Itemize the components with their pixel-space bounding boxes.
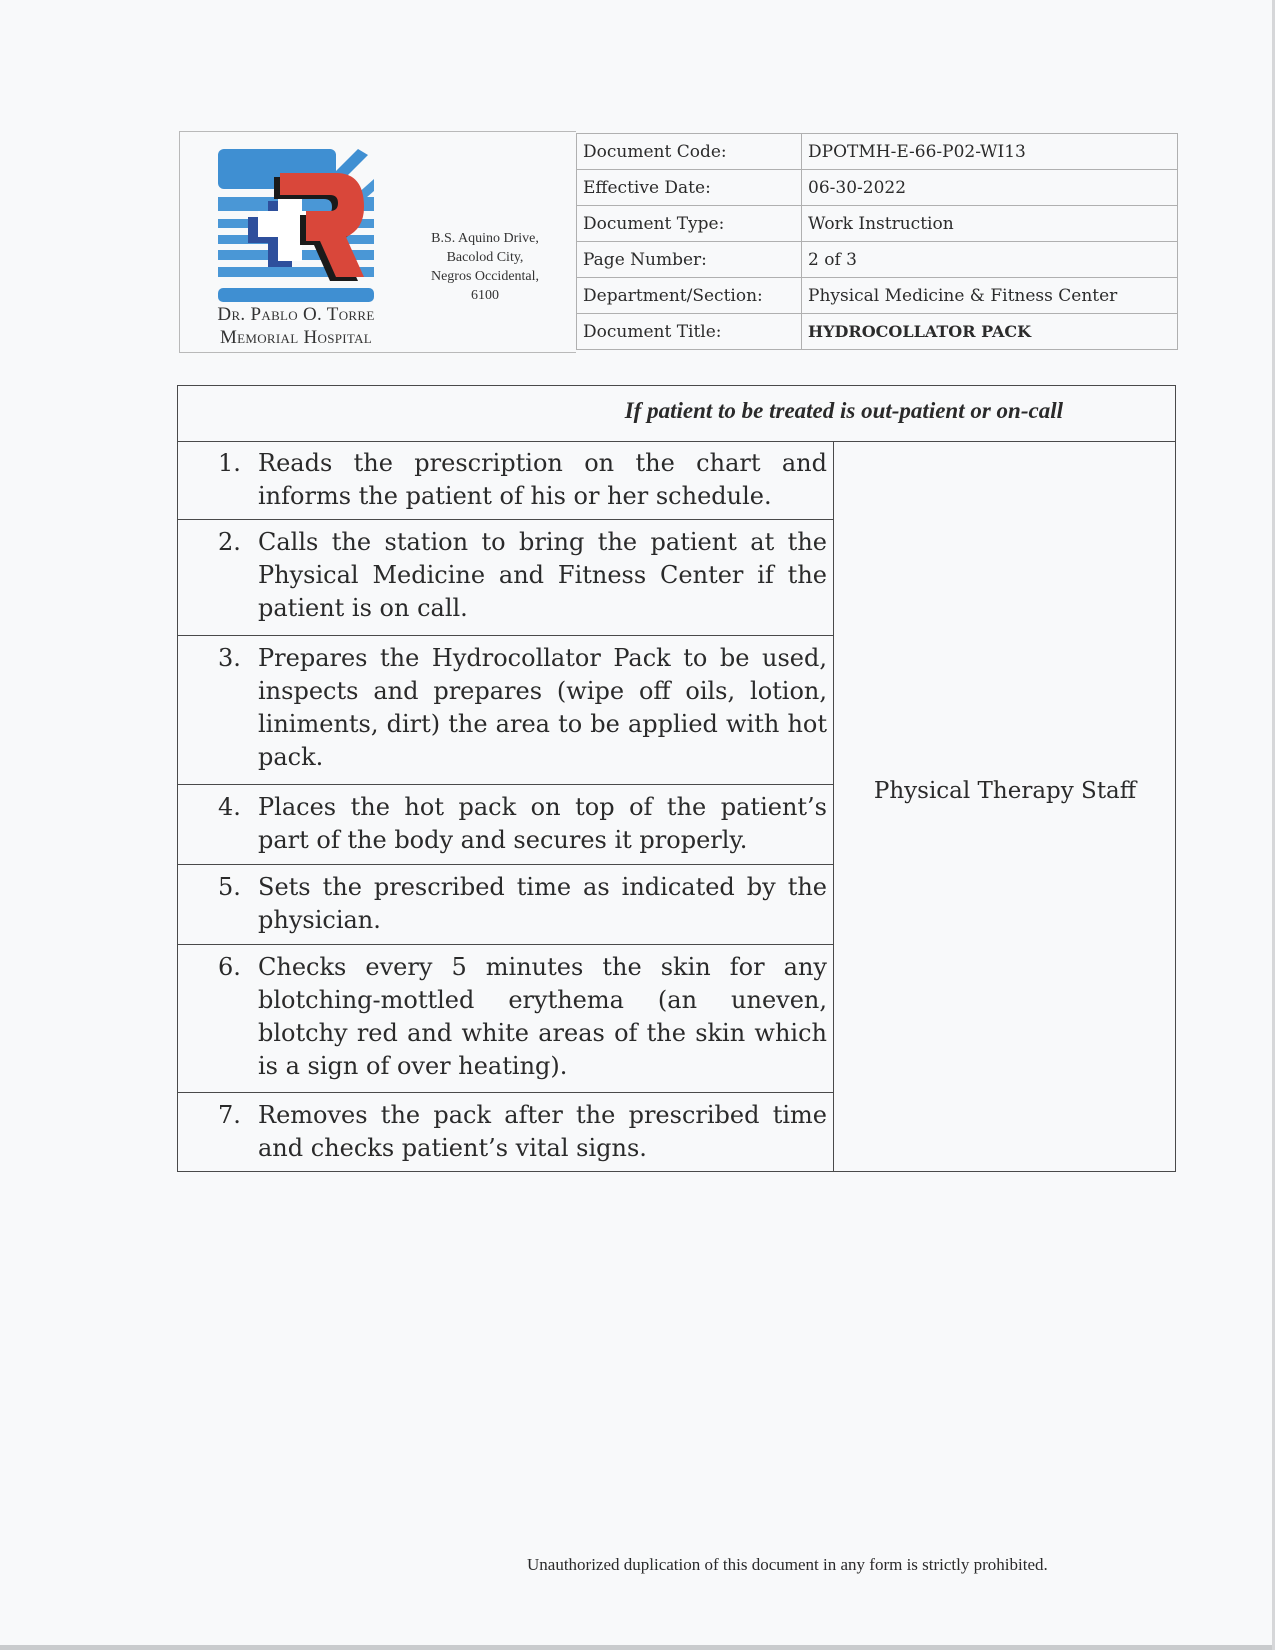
procedure-step [178,520,833,636]
procedure-step [178,865,833,945]
meta-row-department [577,278,1178,314]
step-number: 4. [218,793,241,821]
procedure-heading: If patient to be treated is out-patient or on-call [624,398,1063,423]
procedure-step [178,636,833,785]
meta-row-document-title [577,314,1178,350]
step-text: Removes the pack after the prescribed time and checks patient’s vital signs. [258,1101,827,1162]
hospital-name-line2: Memorial Hospital [219,327,373,348]
procedure-table [177,385,1176,1172]
responsible-person [835,441,1175,1171]
step-text: Checks every 5 minutes the skin for any blotching-mottled erythema (an uneven, blotchy red and white areas of the skin which is a sign of over heating). [258,953,827,1080]
document-metadata-table [576,133,1178,350]
footer-notice: Unauthorized duplication of this document in any form is strictly prohibited. [527,1555,1048,1574]
step-number: 5. [218,873,241,901]
address-line: Negros Occidental, [430,269,540,284]
meta-value: Physical Medicine & Fitness Center [802,278,1178,314]
responsible-person-text: Physical Therapy Staff [873,778,1137,804]
step-number: 7. [218,1101,241,1129]
hospital-address [402,229,568,305]
procedure-steps [178,441,833,1173]
step-text: Places the hot pack on top of the patient’s part of the body and secures it properly. [258,793,827,854]
procedure-step [178,785,833,865]
address-line: B.S. Aquino Drive, [431,231,539,246]
meta-label: Document Title: [577,314,802,350]
meta-label: Page Number: [577,242,802,278]
meta-label: Document Code: [577,134,802,170]
procedure-step [178,1093,833,1173]
step-number: 6. [218,953,241,981]
procedure-step [178,441,833,520]
address-line: 6100 [471,288,499,303]
meta-row-document-type [577,206,1178,242]
scan-edge [0,1645,1275,1650]
hospital-name [180,303,412,349]
meta-value: DPOTMH-E-66-P02-WI13 [802,134,1178,170]
hospital-name-line1: Dr. Pablo O. Torre [217,304,375,325]
step-text: Sets the prescribed time as indicated by the physician. [258,873,827,934]
hospital-block [179,131,576,353]
step-text: Calls the station to bring the patient at the Physical Medicine and Fitness Center if the patient is on call. [258,528,827,622]
address-line: Bacolod City, [446,250,524,265]
column-divider [833,441,834,1171]
step-text: Reads the prescription on the chart and informs the patient of his or her schedule. [258,449,827,510]
step-text: Prepares the Hydrocollator Pack to be used, inspects and prepares (wipe off oils, lotion, liniments, dirt) the area to be applied with hot pack. [258,644,827,771]
procedure-heading-row [178,386,1175,442]
step-number: 1. [218,449,241,477]
meta-row-page-number [577,242,1178,278]
document-header [179,131,1178,358]
step-number: 2. [218,528,241,556]
meta-row-document-code [577,134,1178,170]
meta-value: Work Instruction [802,206,1178,242]
meta-value: 2 of 3 [802,242,1178,278]
meta-label: Document Type: [577,206,802,242]
meta-value: 06-30-2022 [802,170,1178,206]
meta-row-effective-date [577,170,1178,206]
meta-value: HYDROCOLLATOR PACK [802,314,1178,350]
meta-label: Department/Section: [577,278,802,314]
step-number: 3. [218,644,241,672]
hospital-cross-r-logo-icon [218,149,374,303]
meta-label: Effective Date: [577,170,802,206]
procedure-step [178,945,833,1093]
